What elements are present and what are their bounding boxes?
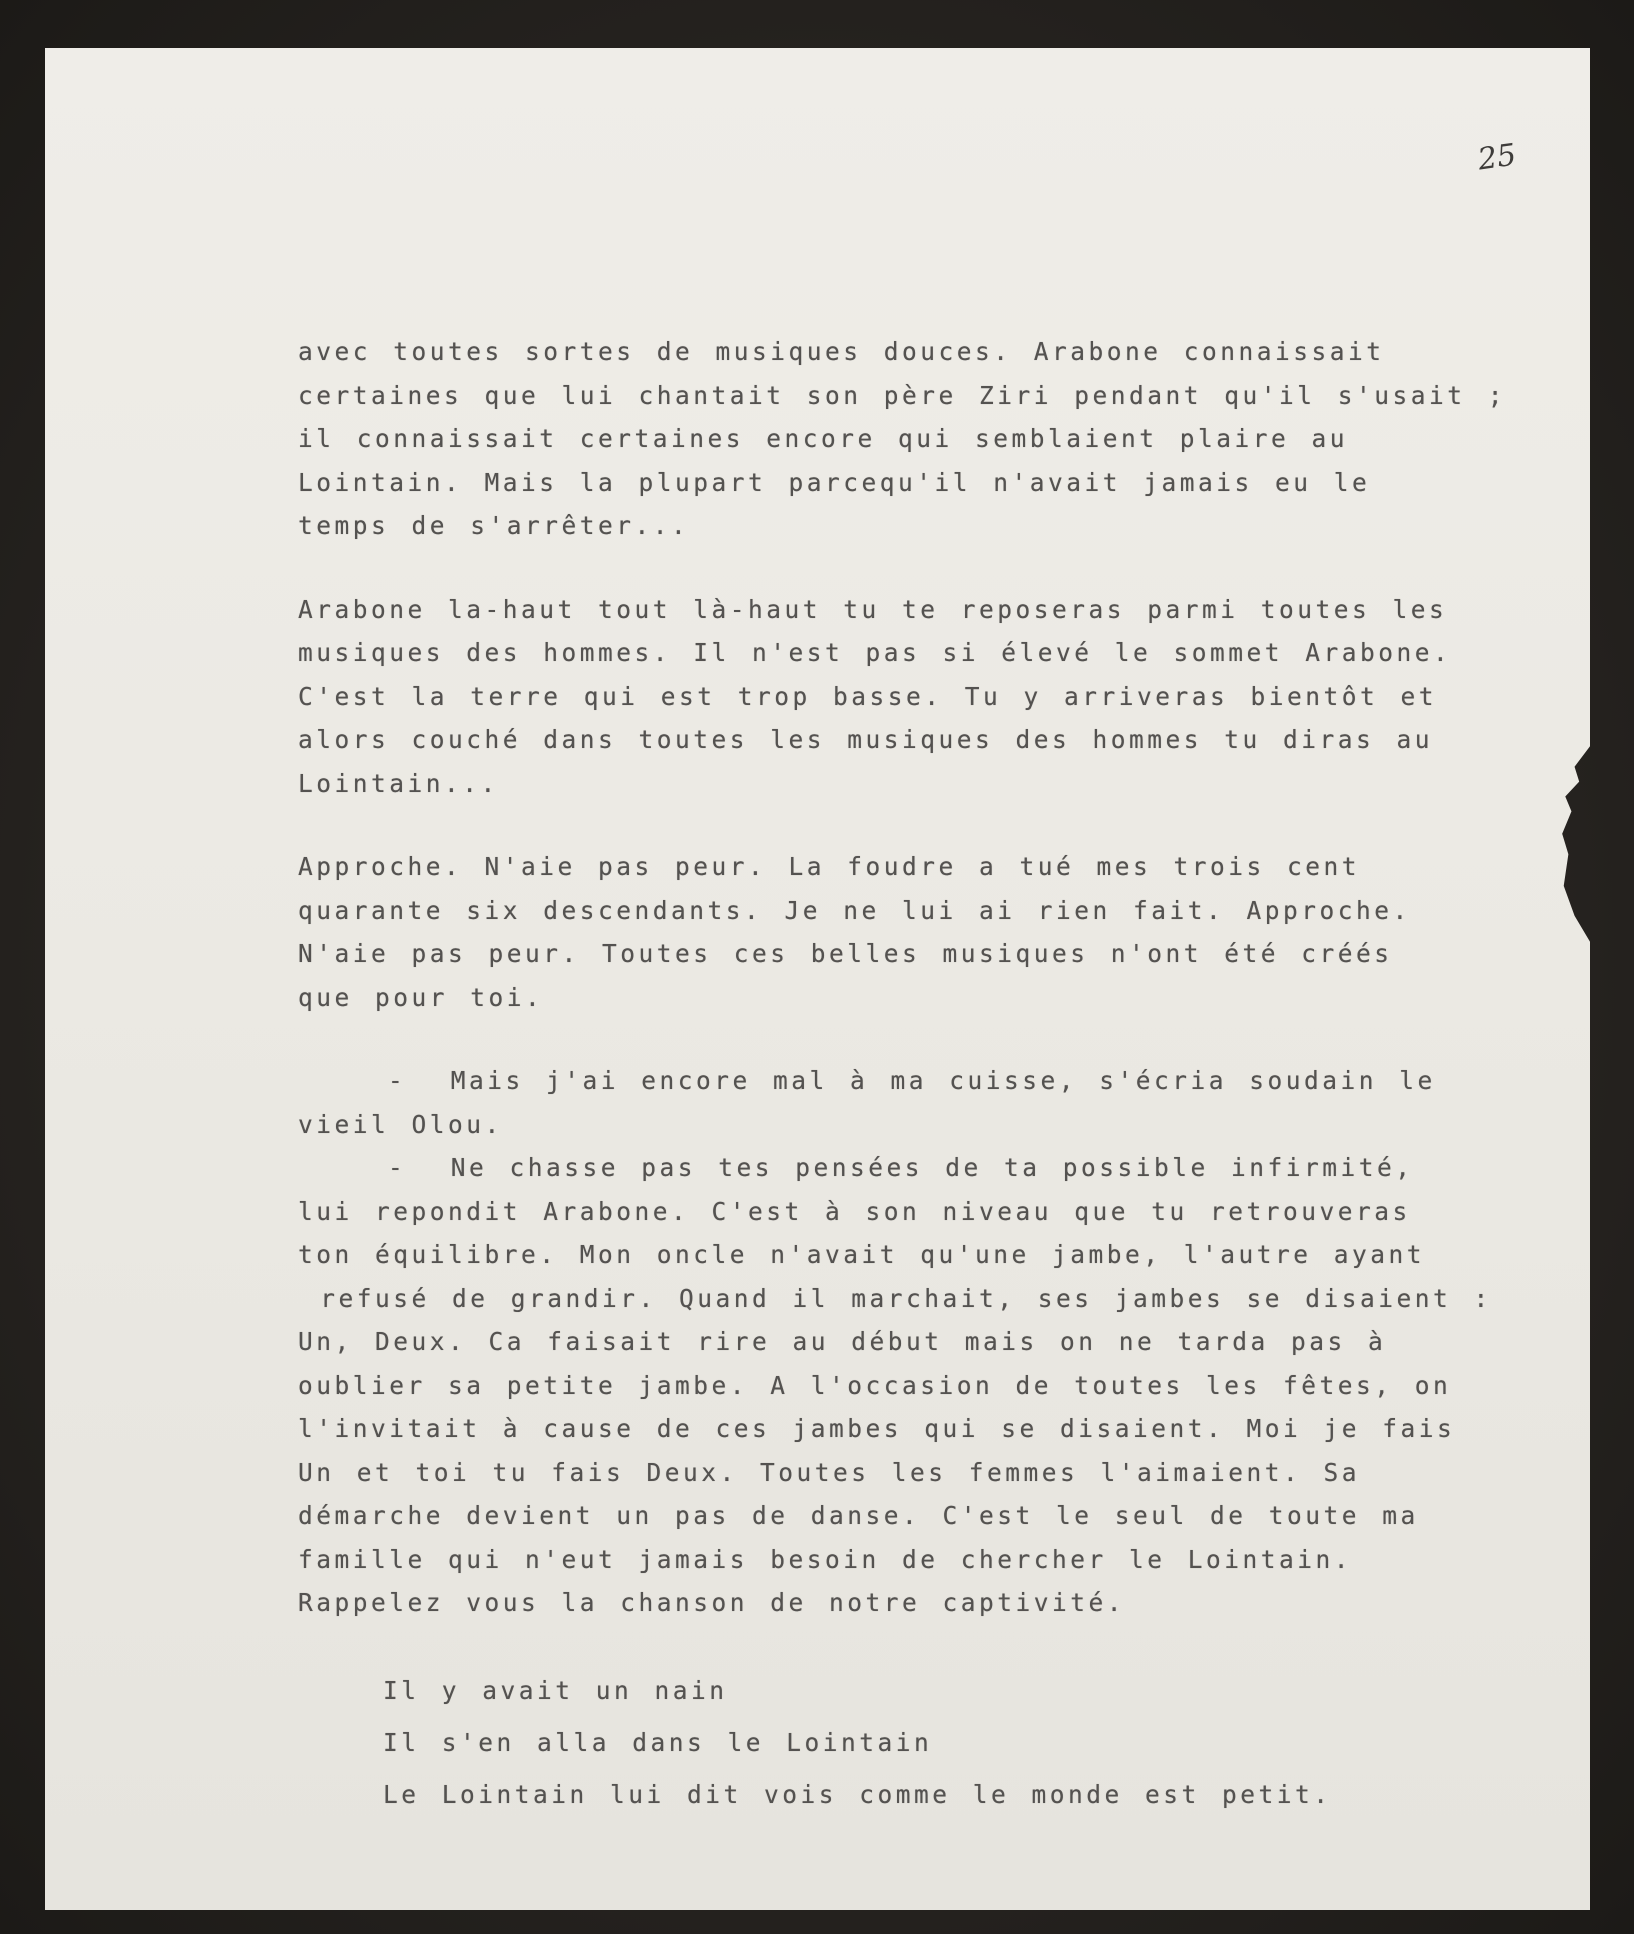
dialogue-line: oublier sa petite jambe. A l'occasion de toutes les fêtes, on: [298, 1370, 1452, 1400]
page-number: 25: [1475, 137, 1519, 178]
dialogue-line: Rappelez vous la chanson de notre captivité.: [298, 1588, 1126, 1617]
text-line: quarante six descendants. Je ne lui ai rien fait. Approche.: [298, 895, 1411, 925]
dialogue-line: refusé de grandir. Quand il marchait, ses jambes se disaient :: [298, 1283, 1492, 1313]
text-line: il connaissait certaines encore qui semblaient plaire au: [298, 424, 1349, 453]
text-line: alors couché dans toutes les musiques des hommes tu diras au: [298, 725, 1434, 754]
dialogue-line: - Mais j'ai encore mal à ma cuisse, s'écria soudain le: [388, 1066, 1436, 1095]
text-line: Approche. N'aie pas peur. La foudre a tué mes trois cent: [298, 852, 1361, 881]
dialogue-line: l'invitait à cause de ces jambes qui se disaient. Moi je fais: [298, 1414, 1456, 1443]
dialogue-line: famille qui n'eut jamais besoin de chercher le Lointain.: [298, 1544, 1353, 1574]
dialogue-line: Un et toi tu fais Deux. Toutes les femmes l'aimaient. Sa: [298, 1457, 1361, 1487]
dialogue-line: lui repondit Arabone. C'est à son niveau que tu retrouveras: [298, 1196, 1411, 1226]
text-line: avec toutes sortes de musiques douces. Arabone connaissait: [298, 337, 1385, 366]
paragraph-3: [298, 845, 1548, 1019]
page-body: [298, 330, 1548, 1821]
text-line: Lointain...: [298, 768, 499, 798]
dialogue-arabone: [298, 1146, 1548, 1625]
text-line: Arabone la-haut tout là-haut tu te reposeras parmi toutes les: [298, 594, 1448, 624]
text-line: N'aie pas peur. Toutes ces belles musiques n'ont été créés: [298, 939, 1393, 968]
paragraph-1: [298, 330, 1548, 548]
text-line: certaines que lui chantait son père Ziri pendant qu'il s'usait ;: [298, 380, 1507, 410]
dialogue-line: - Ne chasse pas tes pensées de ta possible infirmité,: [388, 1153, 1414, 1182]
text-line: temps de s'arrêter...: [298, 511, 690, 540]
dialogue-line: démarche devient un pas de danse. C'est le seul de toute ma: [298, 1501, 1419, 1530]
song-verse: [298, 1665, 1548, 1821]
dialogue-line: Un, Deux. Ca faisait rire au début mais on ne tarda pas à: [298, 1327, 1387, 1356]
text-line: musiques des hommes. Il n'est pas si élevé le sommet Arabone.: [298, 638, 1452, 667]
song-line: Le Lointain lui dit vois comme le monde est petit.: [383, 1779, 1332, 1809]
paragraph-2: [298, 588, 1548, 806]
dialogue-line: ton équilibre. Mon oncle n'avait qu'une jambe, l'autre ayant: [298, 1240, 1426, 1269]
text-line: Lointain. Mais la plupart parcequ'il n'avait jamais eu le: [298, 467, 1371, 497]
song-line: Il s'en alla dans le Lointain: [383, 1727, 933, 1757]
dialogue-olou: [298, 1059, 1548, 1146]
dialogue-line: vieil Olou.: [298, 1109, 503, 1139]
text-line: que pour toi.: [298, 982, 544, 1012]
text-line: C'est la terre qui est trop basse. Tu y arriveras bientôt et: [298, 681, 1438, 711]
song-line: Il y avait un nain: [383, 1675, 728, 1705]
